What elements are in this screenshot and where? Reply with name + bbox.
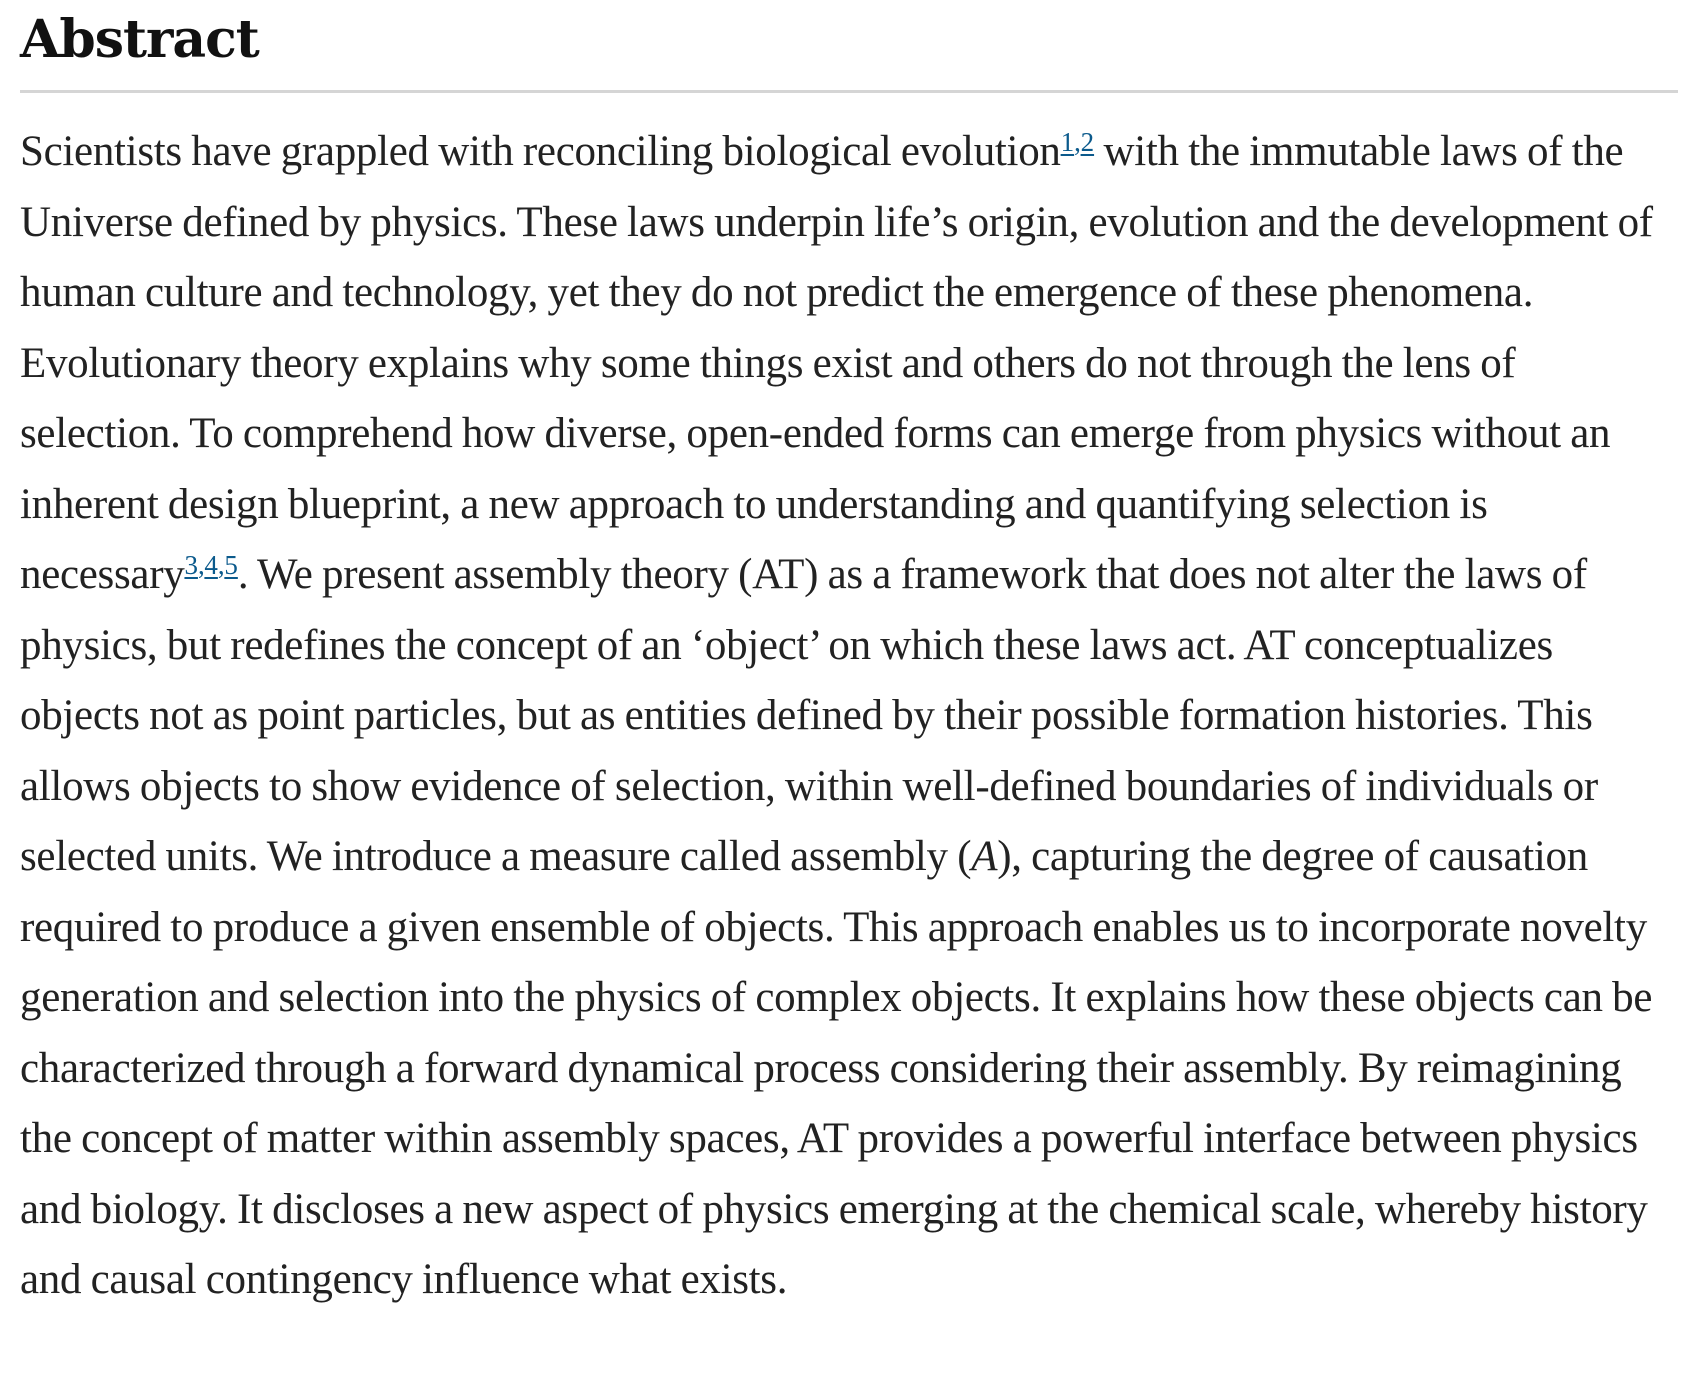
citation-separator: ,: [197, 550, 205, 580]
abstract-text-segment: Scientists have grappled with reconciling biological evolution: [20, 128, 1061, 175]
citation-link-2[interactable]: 2: [1080, 127, 1095, 157]
assembly-variable: A: [971, 833, 998, 880]
citation-separator: ,: [1074, 127, 1081, 157]
abstract-text: [20, 93, 1678, 1316]
citation-link-1[interactable]: 1: [1060, 127, 1075, 157]
citation-link-3[interactable]: 3: [184, 550, 198, 580]
abstract-text-segment: with the immutable laws of the Universe defined by physics. These laws underpin life’s origin, evolution and the development of human culture and technology, yet they do not predict the emergence of these phenomena. Evolutionary theory explains why some things exist and others do not through the lens of selection. To comprehend how diverse, open-ended forms can emerge from physics without an inherent design blueprint, a new approach to understanding and quantifying selection is necessary: [20, 128, 1653, 598]
citation-link-4[interactable]: 4: [204, 550, 218, 580]
abstract-section: [20, 0, 1678, 1316]
citation-link-5[interactable]: 5: [224, 550, 238, 580]
abstract-text-segment: ), capturing the degree of causation required to produce a given ensemble of objects. This approach enables us to incorporate novelty generation and selection into the physics of complex objects. It explains how these objects can be characterized through a forward dynamical process considering their assembly. By reimagining the concept of matter within assembly spaces, AT provides a powerful interface between physics and biology. It discloses a new aspect of physics emerging at the chemical scale, whereby history and causal contingency influence what exists.: [20, 833, 1653, 1303]
citation-separator: ,: [217, 550, 225, 580]
abstract-text-segment: . We present assembly theory (AT) as a framework that does not alter the laws of physics, but redefines the concept of an ‘object’ on which these laws act. AT conceptualizes objects not as point particles, but as entities defined by their possible formation histories. This allows objects to show evidence of selection, within well-defined boundaries of individuals or selected units. We introduce a measure called assembly (: [20, 551, 1598, 880]
abstract-heading: Abstract: [20, 9, 259, 70]
